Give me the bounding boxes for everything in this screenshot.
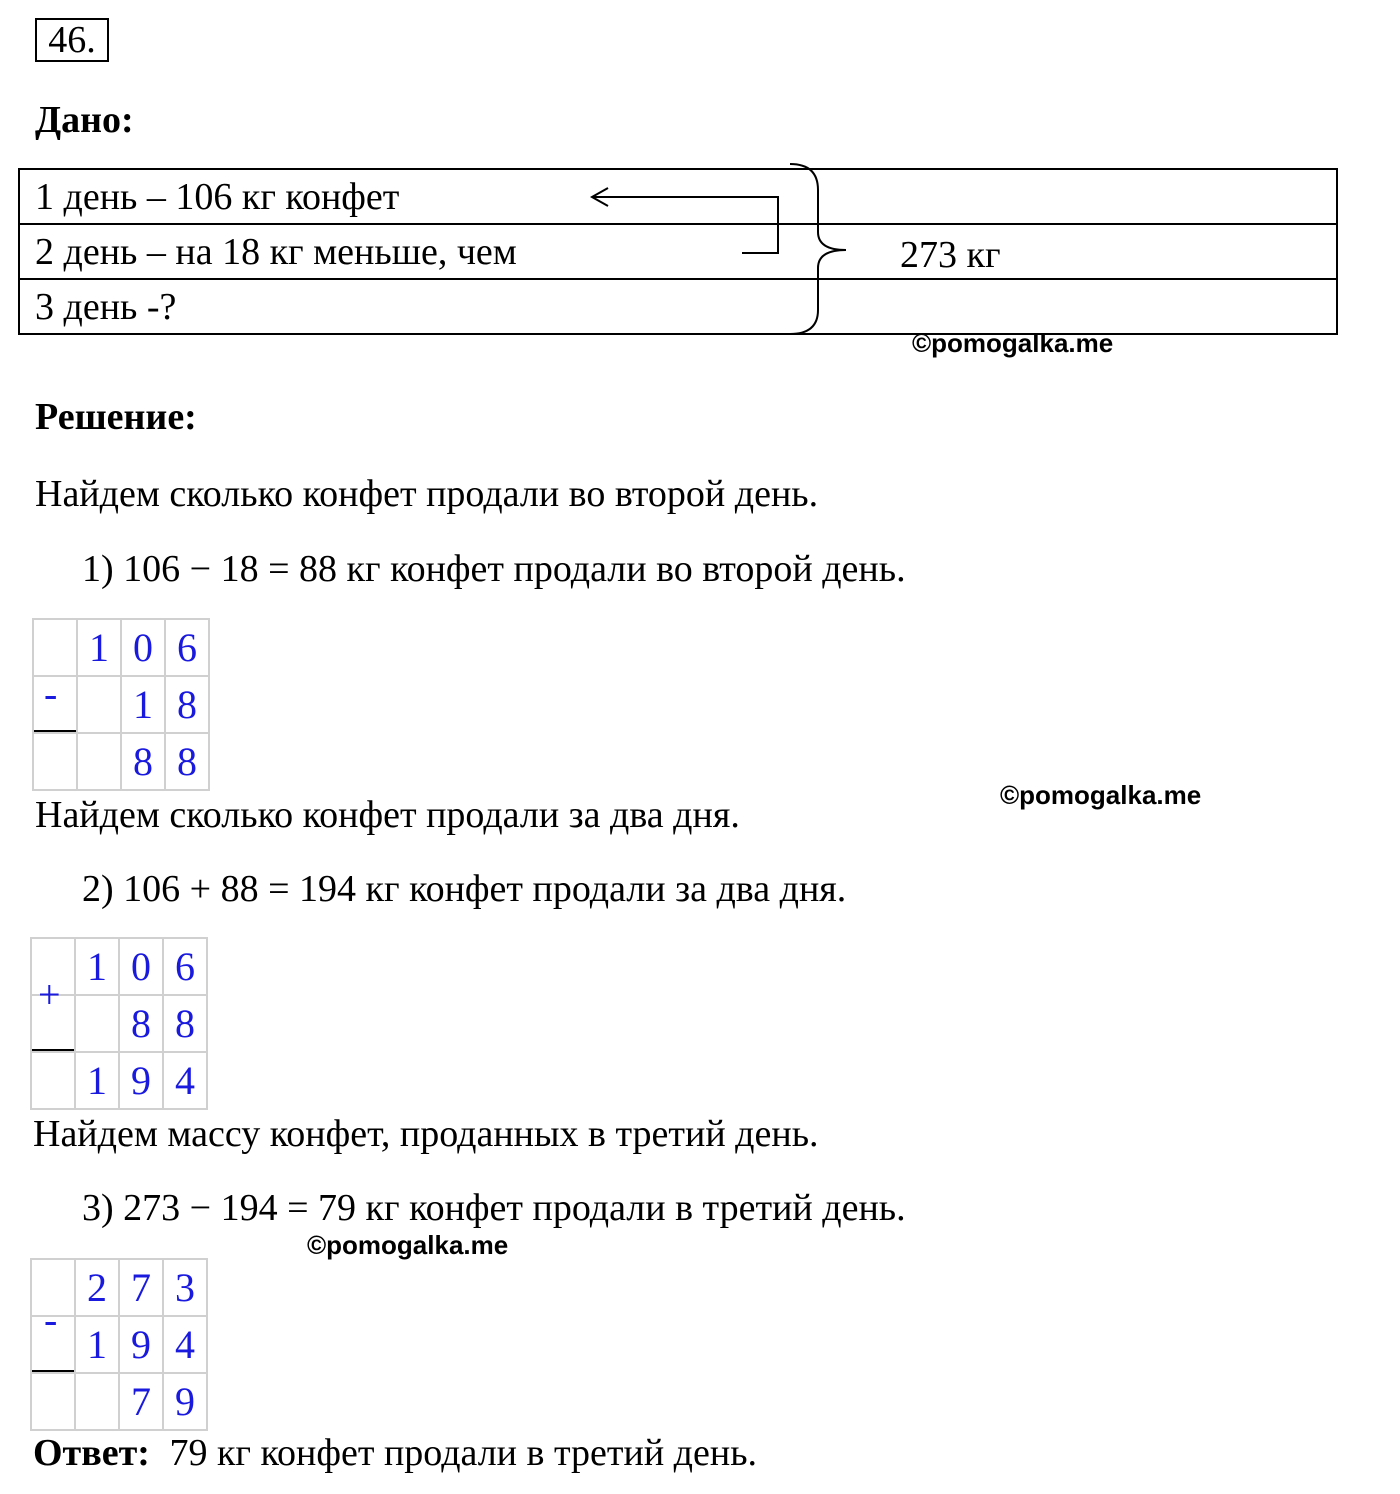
comparison-arrow: [592, 188, 778, 253]
given-row-2-text: 2 день – на 18 кг меньше, чем: [35, 231, 517, 273]
column-subtraction-2: [30, 1258, 208, 1431]
result-line: [32, 1370, 74, 1372]
grid-2-digit: 8: [119, 995, 163, 1052]
plus-sign: +: [38, 972, 61, 1017]
minus-sign: -: [44, 1297, 58, 1342]
grid-1-digit: 1: [121, 676, 165, 733]
grid-1-digit: 6: [165, 619, 209, 676]
step-2-equation: 2) 106 + 88 = 194 кг конфет продали за два дня.: [82, 868, 847, 910]
answer-label: Ответ:: [33, 1432, 150, 1474]
grid-3-digit: 9: [163, 1373, 207, 1430]
grid-1-digit: [77, 676, 121, 733]
grid-3-cell: [31, 1373, 75, 1430]
grid-3-digit: [75, 1373, 119, 1430]
grid-2-cell: [31, 1052, 75, 1109]
grid-1-digit: 8: [121, 733, 165, 790]
step-2-intro: Найдем сколько конфет продали за два дня.: [35, 794, 740, 836]
given-heading: Дано:: [35, 99, 134, 141]
grid-2-digit: 4: [163, 1052, 207, 1109]
grid-3-digit: 9: [119, 1316, 163, 1373]
step-1-intro: Найдем сколько конфет продали во второй день.: [35, 473, 819, 515]
grid-2-digit: 1: [75, 1052, 119, 1109]
task-number: 46.: [35, 18, 109, 62]
result-line: [34, 730, 76, 732]
solution-heading: Решение:: [35, 396, 197, 438]
grid-3-digit: 3: [163, 1259, 207, 1316]
grid-2-digit: 1: [75, 938, 119, 995]
given-total: 273 кг: [900, 234, 1001, 276]
step-3-equation: 3) 273 − 194 = 79 кг конфет продали в третий день.: [82, 1187, 906, 1229]
grid-3-digit: 7: [119, 1373, 163, 1430]
grid-1-digit: 1: [77, 619, 121, 676]
grid-1-digit: 8: [165, 676, 209, 733]
result-line: [32, 1049, 74, 1051]
grid-1-cell: [33, 733, 77, 790]
minus-sign: -: [44, 671, 58, 716]
grid-1-digit: [77, 733, 121, 790]
grid-2-digit: 9: [119, 1052, 163, 1109]
watermark-3: ©pomogalka.me: [307, 1230, 509, 1260]
total-brace: [790, 164, 846, 334]
grid-2-digit: 0: [119, 938, 163, 995]
column-subtraction-1: [32, 618, 210, 791]
answer: [33, 1431, 757, 1475]
grid-3-digit: 7: [119, 1259, 163, 1316]
grid-1-digit: 8: [165, 733, 209, 790]
answer-text: 79 кг конфет продали в третий день.: [169, 1432, 758, 1474]
given-annotations: [0, 0, 1400, 360]
grid-2-digit: 6: [163, 938, 207, 995]
given-row-1-text: 1 день – 106 кг конфет: [35, 176, 400, 218]
grid-1-cell: [33, 619, 77, 676]
step-1-equation: 1) 106 − 18 = 88 кг конфет продали во второй день.: [82, 548, 906, 590]
grid-2-digit: [75, 995, 119, 1052]
step-3-intro: Найдем массу конфет, проданных в третий день.: [33, 1113, 819, 1155]
grid-1-digit: 0: [121, 619, 165, 676]
grid-2-digit: 8: [163, 995, 207, 1052]
column-addition: [30, 937, 208, 1110]
grid-3-digit: 4: [163, 1316, 207, 1373]
given-row-3-text: 3 день -?: [35, 286, 177, 328]
grid-3-digit: 1: [75, 1316, 119, 1373]
watermark-2: ©pomogalka.me: [1000, 780, 1202, 810]
watermark-1: ©pomogalka.me: [912, 328, 1114, 358]
grid-3-digit: 2: [75, 1259, 119, 1316]
